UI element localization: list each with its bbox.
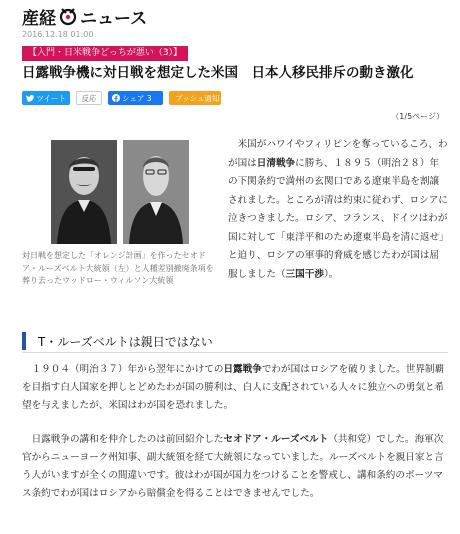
section-heading-text: T・ルーズベルトは親日ではない: [38, 334, 213, 349]
article-paragraph-2: [22, 361, 450, 415]
site-header: [22, 4, 147, 28]
section-heading-bar: [22, 332, 26, 350]
p2-text-2: でわが国はロシアを破りました。世界制覇を目指す白人国家を押しとどめたわが国の勝利は、白人に支配されている人々に独立への勇気と希望を与えましたが、米国はわが国を恐れました。: [22, 364, 445, 411]
share-label: シェア 3: [122, 93, 152, 103]
lead-text-1: 米国がハワイやフィリピンを奪っているころ、わが国は: [228, 139, 448, 169]
series-tag[interactable]: 【入門・日米戦争どっちが悪い（3）】: [22, 46, 188, 61]
keyword-triple-intervention: 三国干渉: [285, 268, 324, 280]
site-logo-right[interactable]: ニュース: [80, 8, 148, 29]
reaction-label: 反応: [81, 93, 97, 103]
sankei-logo-icon: [58, 6, 78, 26]
site-logo-left[interactable]: 産経: [22, 8, 56, 29]
reaction-button[interactable]: [76, 91, 102, 105]
facebook-share-button[interactable]: [108, 91, 163, 105]
section-divider: [22, 352, 448, 353]
share-toolbar: [22, 91, 221, 105]
article-paragraph-3: [22, 431, 450, 503]
p3-text-1: 日露戦争の講和を仲介したのは前回紹介した: [22, 434, 224, 445]
lead-text-2: に勝ち、１８９５（明治２８）年の下関条約で満州の玄関口である遼東半島を割譲されました。ところが清は約束に従わず、ロシアに泣きつきました。ロシア、フランス、ドイツはわが国に対して「東洋平和のため遼東半島を清に返せ」と迫り、ロシアの軍事的脅威を感じたわが国は屈服しました（: [228, 157, 448, 280]
lead-text-3: ）。: [323, 268, 339, 280]
keyword-sino-japanese-war: 日清戦争: [256, 157, 296, 169]
article-photo-block: [22, 136, 218, 288]
facebook-icon: [112, 94, 120, 102]
section-heading: [22, 331, 448, 351]
p2-text-1: １９０４（明治３７）年から翌年にかけての: [22, 364, 224, 375]
article-headline: 日露戦争機に対日戦を想定した米国 日本人移民排斥の動き激化: [22, 65, 414, 81]
article-lead-paragraph: [228, 136, 448, 284]
tweet-button[interactable]: [22, 91, 70, 105]
keyword-theodore-roosevelt: セオドア・ルーズベルト: [223, 434, 329, 445]
article-photo[interactable]: [22, 136, 218, 246]
portrait-theodore-roosevelt: [51, 140, 117, 244]
photo-caption: 対日戦を想定した「オレンジ計画」を作ったセオドア・ルーズベルト大統領（左）と人種差別撤廃条項を葬り去ったウッドロー・ウィルソン大統領: [22, 251, 214, 285]
p3-text-2: （共和党）でした。海軍次官からニューヨーク州知事、副大統領を経て大統領になっていました。ルーズベルトを親日家と言う人がいますが全くの間違いです。彼はわが国が国力をつけることを警戒し、講和条約のポーツマス条約でわが国はロシアから賠償金を得ることはできませんでした。: [22, 434, 444, 499]
push-notification-button[interactable]: [169, 91, 221, 105]
push-label: プッシュ通知: [175, 93, 220, 103]
article-date: 2016.12.18 01:00: [22, 30, 94, 39]
keyword-russo-japanese-war: 日露戦争: [223, 364, 262, 375]
portrait-woodrow-wilson: [123, 140, 189, 244]
twitter-bird-icon: [26, 94, 34, 102]
tweet-label: ツイート: [36, 93, 66, 103]
page-indicator: （1/5ページ）: [391, 112, 444, 121]
